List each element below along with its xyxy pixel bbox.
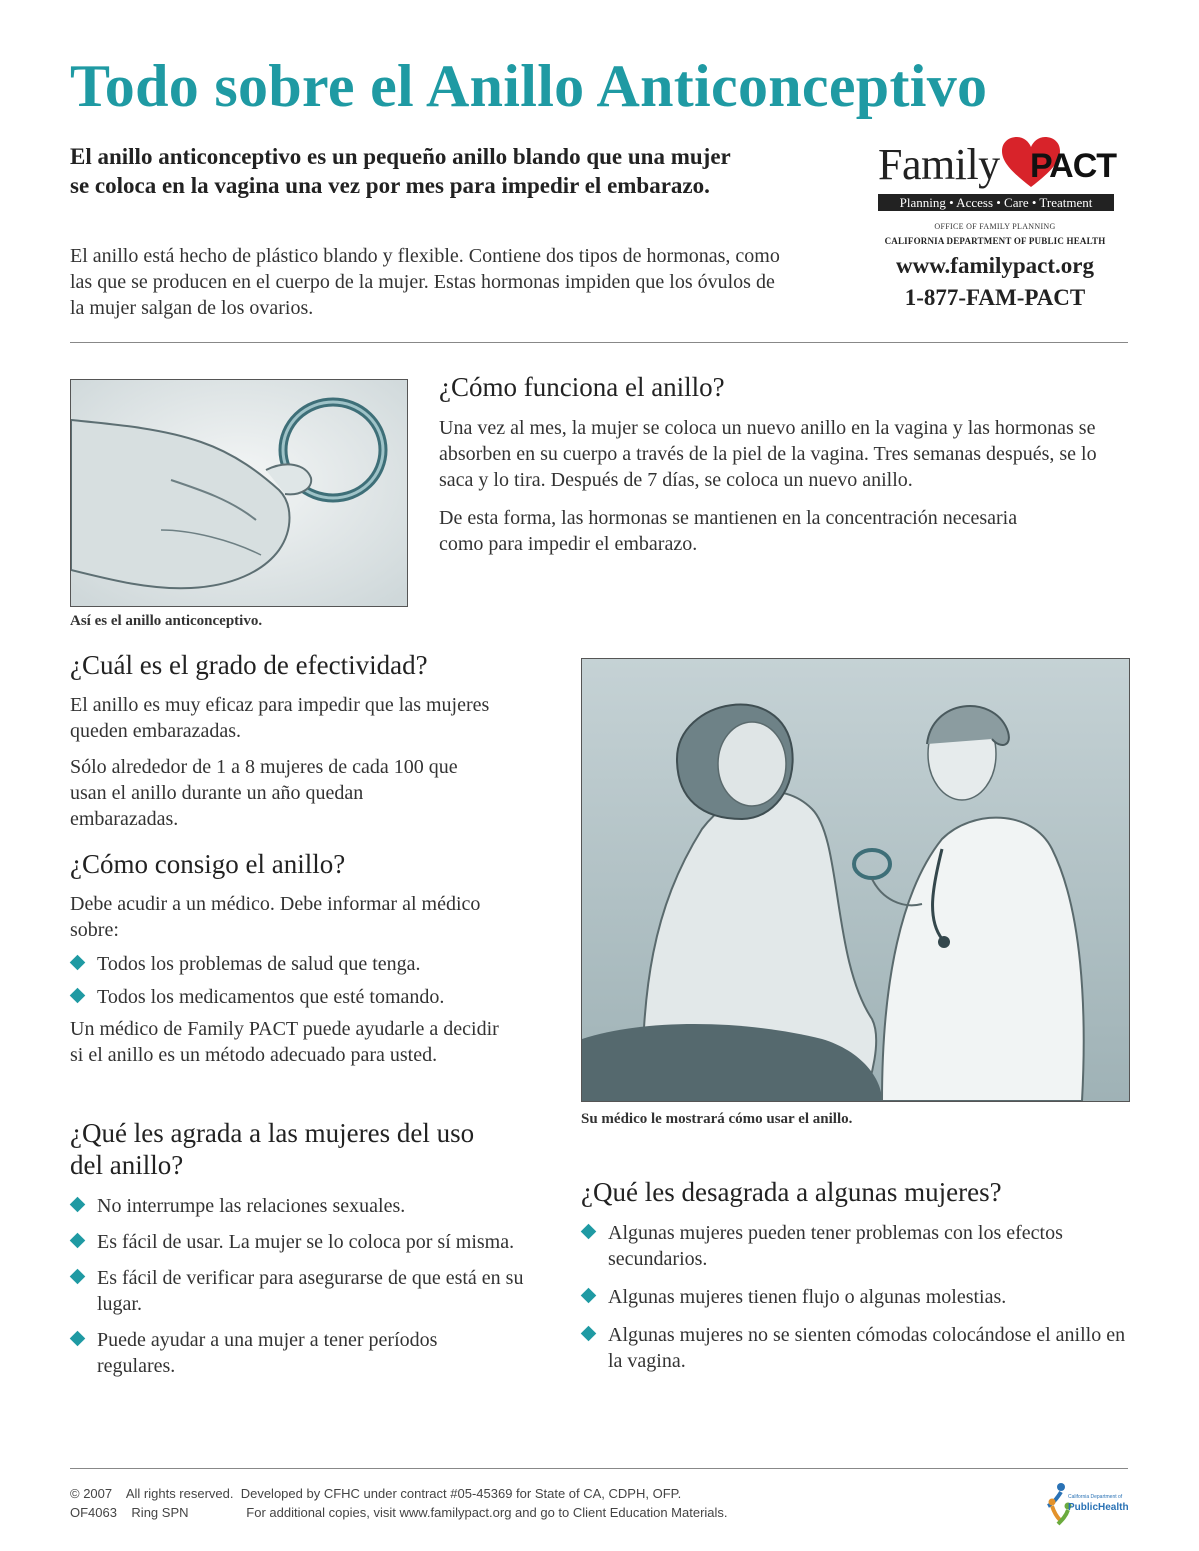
diamond-bullet-icon	[70, 1269, 86, 1285]
section-heading: ¿Qué les desagrada a algunas mujeres?	[581, 1177, 1002, 1207]
website-link[interactable]: www.familypact.org	[895, 253, 1095, 278]
effectiveness-section	[70, 649, 530, 832]
lead-paragraph: El anillo anticonceptivo es un pequeño anillo blando que una mujer se coloca en la vagina una vez por mes para impedir el embarazo.	[70, 144, 731, 198]
logo-department: CALIFORNIA DEPARTMENT OF PUBLIC HEALTH	[884, 236, 1106, 246]
list-item	[70, 1265, 537, 1317]
likes-section	[70, 1117, 530, 1379]
section-heading: ¿Cómo funciona el anillo?	[439, 372, 725, 402]
diamond-bullet-icon	[70, 1197, 86, 1213]
image-caption: Su médico le mostrará cómo usar el anillo.	[581, 1111, 853, 1127]
get-ring-section	[70, 848, 540, 1068]
section-heading: ¿Cuál es el grado de efectividad?	[70, 650, 428, 680]
list-item	[70, 1229, 517, 1255]
section-paragraph: Un médico de Family PACT puede ayudarle a decidir si el anillo es un método adecuado para usted.	[70, 1018, 499, 1066]
list-item	[581, 1322, 1138, 1374]
footer-divider	[70, 1468, 1128, 1469]
list-item-text: Es fácil de verificar para asegurarse de que está en su lugar.	[97, 1267, 524, 1315]
family-pact-logo	[860, 135, 1130, 315]
section-heading: ¿Cómo consigo el anillo?	[70, 849, 346, 879]
list-item-text: No interrumpe las relaciones sexuales.	[97, 1195, 406, 1217]
list-item	[70, 1193, 530, 1219]
section-paragraph: Una vez al mes, la mujer se coloca un nuevo anillo en la vagina y las hormonas se absorben en su cuerpo a través de la piel de la vagina. Tres semanas después, se lo saca y lo tira. Después de 7 días, se coloca un nuevo anillo.	[439, 417, 1097, 491]
image-caption: Así es el anillo anticonceptivo.	[70, 613, 263, 629]
diamond-bullet-icon	[70, 988, 86, 1004]
logo-tagline: Planning • Access • Care • Treatment	[878, 194, 1114, 211]
list-item-text: Todos los problemas de salud que tenga.	[97, 953, 421, 975]
list-item-text: Algunas mujeres no se sienten cómodas colocándose el anillo en la vagina.	[608, 1324, 1126, 1372]
diamond-bullet-icon	[70, 1331, 86, 1347]
cdph-small-text: California Department of	[1068, 1494, 1123, 1500]
diamond-bullet-icon	[581, 1224, 597, 1240]
section-paragraph: El anillo es muy eficaz para impedir que las mujeres queden embarazadas.	[70, 694, 490, 742]
list-item	[581, 1284, 1128, 1310]
diamond-bullet-icon	[70, 955, 86, 971]
list-item-text: Puede ayudar a una mujer a tener períodos regulares.	[97, 1329, 438, 1377]
list-item-text: Algunas mujeres tienen flujo o algunas molestias.	[608, 1286, 1007, 1308]
doctor-patient-illustration	[581, 658, 1130, 1102]
divider	[70, 342, 1128, 343]
list-item-text: Todos los medicamentos que esté tomando.	[97, 986, 445, 1008]
how-it-works-section	[439, 371, 1139, 557]
cdph-name-text: PublicHealth	[1068, 1502, 1129, 1513]
logo-office: OFFICE OF FAMILY PLANNING	[934, 222, 1056, 231]
phone-number: 1-877-FAM-PACT	[904, 285, 1086, 310]
list-item	[70, 951, 540, 977]
ring-illustration	[70, 379, 408, 607]
diamond-bullet-icon	[581, 1326, 597, 1342]
list-item-text: Algunas mujeres pueden tener problemas con los efectos secundarios.	[608, 1222, 1063, 1270]
footer-line: © 2007 All rights reserved. Developed by CFHC under contract #05-45369 for State of CA, CDPH, OFP.	[70, 1486, 682, 1501]
diamond-bullet-icon	[581, 1288, 597, 1304]
intro-paragraph: El anillo está hecho de plástico blando y flexible. Contiene dos tipos de hormonas, como las que se producen en el cuerpo de la mujer. Estas hormonas impiden que los óvulos de la mujer salgan de los ovarios.	[70, 245, 780, 319]
list-item	[70, 984, 540, 1010]
section-paragraph: De esta forma, las hormonas se mantienen en la concentración necesaria como para impedir el embarazo.	[439, 507, 1018, 555]
list-item-text: Es fácil de usar. La mujer se lo coloca por sí misma.	[97, 1231, 515, 1253]
logo-pact-text: PACT	[1030, 147, 1117, 185]
section-heading: ¿Qué les agrada a las mujeres del uso del anillo?	[70, 1118, 475, 1180]
section-paragraph: Debe acudir a un médico. Debe informar al médico sobre:	[70, 893, 481, 941]
section-paragraph: Sólo alrededor de 1 a 8 mujeres de cada 100 que usan el anillo durante un año quedan embarazadas.	[70, 756, 458, 830]
cdph-logo	[1046, 1480, 1136, 1530]
diamond-bullet-icon	[70, 1233, 86, 1249]
page-title: Todo sobre el Anillo Anticonceptivo	[70, 53, 988, 119]
footer-line: OF4063 Ring SPN For additional copies, visit www.familypact.org and go to Client Education Materials.	[70, 1505, 728, 1520]
list-item	[70, 1327, 457, 1379]
logo-family-text: Family	[878, 140, 1000, 189]
dislikes-section	[581, 1176, 1141, 1374]
list-item	[581, 1220, 1108, 1272]
